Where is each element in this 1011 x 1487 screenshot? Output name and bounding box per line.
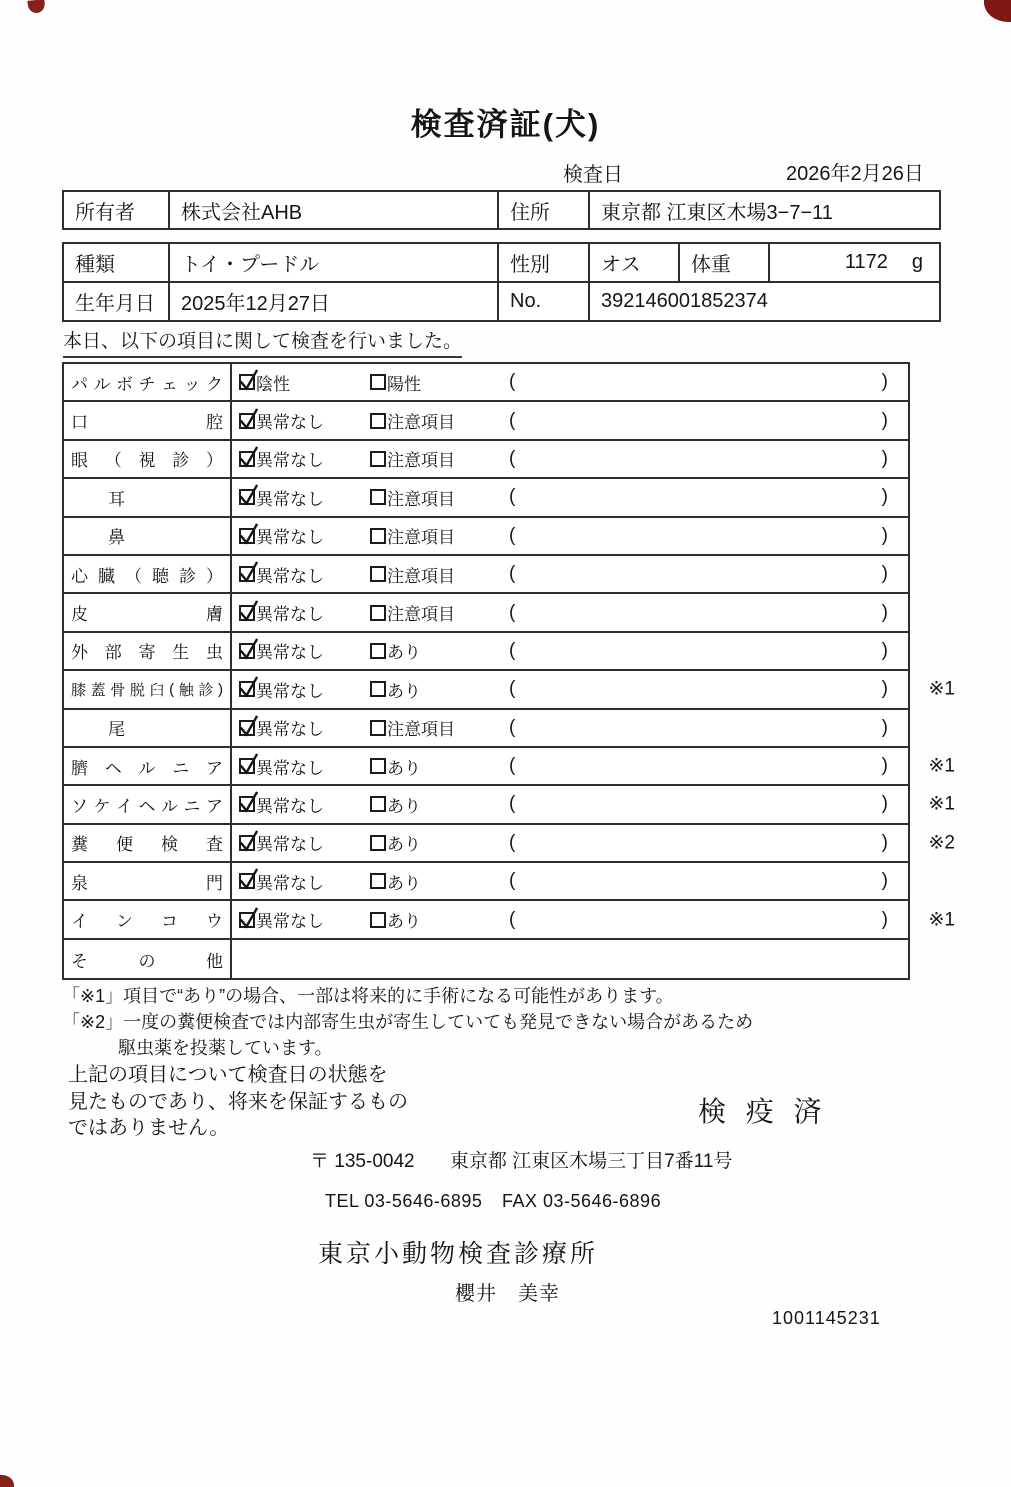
option-label: あり <box>387 681 421 701</box>
open-paren: ( <box>509 563 516 585</box>
inspection-row-body <box>232 940 908 978</box>
checkbox-checked-icon[interactable] <box>239 528 255 544</box>
reference-note-marker: ※2 <box>928 832 955 854</box>
inspection-item-label: 臍 ヘ ル ニ ア <box>64 748 232 784</box>
footnote-1: 「※1」項目で“あり”の場合、一部は将来的に手術になる可能性があります。 <box>62 986 674 1006</box>
open-paren: ( <box>509 755 516 777</box>
clinic-fax: FAX 03-5646-6896 <box>501 1191 662 1211</box>
result-parentheses <box>507 640 908 662</box>
option-label: 注意項目 <box>387 566 455 586</box>
option-checked <box>232 600 370 625</box>
option-checked <box>232 907 370 932</box>
option-label: 注意項目 <box>387 720 455 740</box>
option-label: 異常なし <box>256 758 324 778</box>
option-label: 異常なし <box>256 681 324 701</box>
option-label: 注意項目 <box>387 413 455 433</box>
option-unchecked <box>370 907 507 932</box>
option-unchecked <box>370 485 507 510</box>
weight-unit: g <box>911 251 923 273</box>
quarantine-stamp: 検 疫 済 <box>698 1096 828 1127</box>
option-checked <box>232 754 370 779</box>
clinic-phone-line <box>325 1191 661 1212</box>
option-unchecked <box>370 446 507 471</box>
result-parentheses <box>507 909 908 931</box>
inspection-row-body <box>232 825 908 861</box>
option-checked <box>232 830 370 855</box>
result-parentheses <box>507 563 908 585</box>
option-label: 注意項目 <box>387 489 455 509</box>
inspection-row <box>64 940 908 978</box>
checkbox-unchecked-icon[interactable] <box>370 451 386 467</box>
inspection-row <box>64 710 908 748</box>
checkbox-unchecked-icon[interactable] <box>370 374 386 390</box>
option-unchecked <box>370 638 507 663</box>
option-label: 注意項目 <box>387 528 455 548</box>
option-label: あり <box>387 912 421 932</box>
checkbox-checked-icon[interactable] <box>239 374 255 390</box>
option-checked <box>232 715 370 740</box>
option-label: 注意項目 <box>387 605 455 625</box>
birthdate-value: 2025年12月27日 <box>170 283 499 320</box>
open-paren: ( <box>509 639 516 661</box>
sex-value: オス <box>590 244 680 281</box>
checkbox-checked-icon[interactable] <box>239 720 255 736</box>
open-paren: ( <box>509 870 516 892</box>
inspection-item-label: 口 腔 <box>64 402 232 438</box>
result-parentheses <box>507 371 908 393</box>
inspection-item-label: 糞 便 検 査 <box>64 825 232 861</box>
checkbox-unchecked-icon[interactable] <box>370 643 386 659</box>
inspection-row-body <box>232 518 908 554</box>
result-parentheses <box>507 602 908 624</box>
checkbox-checked-icon[interactable] <box>239 413 255 429</box>
option-unchecked <box>370 523 507 548</box>
inspection-date-label: 検査日 <box>563 164 623 186</box>
owner-table <box>62 190 941 230</box>
inspection-row <box>64 863 908 901</box>
postal-mark: 〒 <box>310 1151 330 1172</box>
close-paren: ) <box>881 371 888 393</box>
id-number-label: No. <box>499 283 590 320</box>
pet-info-row-2 <box>64 283 939 320</box>
checkbox-checked-icon[interactable] <box>239 681 255 697</box>
option-unchecked <box>370 830 507 855</box>
option-checked <box>232 408 370 433</box>
option-unchecked <box>370 370 507 395</box>
option-label: 注意項目 <box>387 451 455 471</box>
intro-text: 本日、以下の項目に関して検査を行いました。 <box>63 326 462 358</box>
result-parentheses <box>507 678 908 700</box>
option-label: あり <box>387 835 421 855</box>
result-parentheses <box>507 448 908 470</box>
inspection-row-body <box>232 671 908 707</box>
footnotes <box>62 983 753 1061</box>
inspection-row-body <box>232 364 908 400</box>
inspection-item-label: 皮 膚 <box>64 594 232 630</box>
address-value: 東京都 江東区木場3−7−11 <box>601 201 833 224</box>
id-number-value: 392146001852374 <box>601 290 768 312</box>
close-paren: ) <box>881 678 888 700</box>
open-paren: ( <box>509 601 516 623</box>
result-parentheses <box>507 410 908 432</box>
inspection-item-label: 眼 （ 視 診 ） <box>64 441 232 477</box>
inspection-row-body <box>232 402 908 438</box>
sex-label: 性別 <box>499 244 590 281</box>
result-parentheses <box>507 832 908 854</box>
inspection-item-label: 心 臓 （ 聴 診 ） <box>64 556 232 592</box>
close-paren: ) <box>881 755 888 777</box>
veterinarian-name: 櫻井 美幸 <box>455 1283 560 1305</box>
clinic-address-line <box>310 1146 732 1173</box>
scan-artifact-bottom-left <box>0 1475 14 1487</box>
close-paren: ) <box>881 447 888 469</box>
result-parentheses <box>507 717 908 739</box>
checkbox-checked-icon[interactable] <box>239 451 255 467</box>
open-paren: ( <box>509 908 516 930</box>
checkbox-checked-icon[interactable] <box>239 796 255 812</box>
inspection-row-body <box>232 594 908 630</box>
inspection-row <box>64 671 955 709</box>
option-label: 異常なし <box>256 643 324 663</box>
open-paren: ( <box>509 716 516 738</box>
checkbox-unchecked-icon[interactable] <box>370 566 386 582</box>
result-parentheses <box>507 525 908 547</box>
checkbox-unchecked-icon[interactable] <box>370 489 386 505</box>
option-label: 異常なし <box>256 796 324 816</box>
scan-artifact-top-right <box>984 0 1011 22</box>
close-paren: ) <box>881 639 888 661</box>
inspection-results-table <box>62 362 955 980</box>
option-checked <box>232 792 370 817</box>
open-paren: ( <box>509 486 516 508</box>
option-label: 陽性 <box>387 374 421 394</box>
open-paren: ( <box>509 371 516 393</box>
checkbox-unchecked-icon[interactable] <box>370 605 386 621</box>
page-title: 検査済証(犬) <box>410 107 601 142</box>
scan-artifact-top-left <box>27 0 45 14</box>
option-unchecked <box>370 677 507 702</box>
option-unchecked <box>370 600 507 625</box>
checkbox-unchecked-icon[interactable] <box>370 873 386 889</box>
inspection-row-body <box>232 441 908 477</box>
checkbox-unchecked-icon[interactable] <box>370 758 386 774</box>
footnote-2-continued: 駆虫薬を投薬しています。 <box>118 1038 333 1058</box>
disclaimer-text <box>68 1062 408 1142</box>
clinic-tel: TEL 03-5646-6895 <box>325 1191 483 1211</box>
option-checked <box>232 677 370 702</box>
document-serial-number: 1001145231 <box>772 1308 881 1328</box>
checkbox-unchecked-icon[interactable] <box>370 912 386 928</box>
inspection-date-value: 2026年2月26日 <box>786 163 924 185</box>
option-checked <box>232 485 370 510</box>
option-unchecked <box>370 715 507 740</box>
weight-label: 体重 <box>680 244 770 281</box>
open-paren: ( <box>509 447 516 469</box>
close-paren: ) <box>881 870 888 892</box>
inspection-row-body <box>232 710 908 746</box>
address-label: 住所 <box>499 192 590 228</box>
postal-code: 135-0042 <box>334 1151 415 1172</box>
inspection-row-body <box>232 863 908 899</box>
option-label: あり <box>387 758 421 778</box>
reference-note-marker: ※1 <box>928 678 955 700</box>
result-parentheses <box>507 486 908 508</box>
reference-note-marker: ※1 <box>928 909 955 931</box>
inspection-item-label: 尾 <box>64 710 232 746</box>
inspection-item-label: ソ ケ イ ヘ ル ニ ア <box>64 786 232 822</box>
option-label: あり <box>387 796 421 816</box>
option-label: 陰性 <box>256 374 290 394</box>
open-paren: ( <box>509 793 516 815</box>
checkbox-checked-icon[interactable] <box>239 489 255 505</box>
option-label: 異常なし <box>256 451 324 471</box>
disclaimer-line-1: 上記の項目について検査日の状態を <box>68 1064 388 1086</box>
breed-value: トイ・プードル <box>170 244 499 281</box>
option-label: 異常なし <box>256 912 324 932</box>
inspection-row <box>64 901 955 939</box>
option-label: 異常なし <box>256 489 324 509</box>
checkbox-unchecked-icon[interactable] <box>370 835 386 851</box>
option-label: 異常なし <box>256 566 324 586</box>
checkbox-checked-icon[interactable] <box>239 912 255 928</box>
close-paren: ) <box>881 563 888 585</box>
checkbox-unchecked-icon[interactable] <box>370 720 386 736</box>
open-paren: ( <box>509 524 516 546</box>
option-checked <box>232 562 370 587</box>
weight-value: 1172 <box>844 251 888 273</box>
footnote-2: 「※2」一度の糞便検査では内部寄生虫が寄生していても発見できない場合があるため <box>62 1012 754 1032</box>
option-label: 異常なし <box>256 528 324 548</box>
reference-note-marker: ※1 <box>928 793 955 815</box>
disclaimer-line-3: ではありません。 <box>68 1117 230 1139</box>
result-parentheses <box>507 793 908 815</box>
inspection-row <box>64 402 908 440</box>
inspection-row <box>64 518 908 556</box>
close-paren: ) <box>881 793 888 815</box>
option-checked <box>232 869 370 894</box>
inspection-row <box>64 441 908 479</box>
close-paren: ) <box>881 601 888 623</box>
owner-value: 株式会社AHB <box>170 192 499 228</box>
inspection-item-label: 耳 <box>64 479 232 515</box>
pet-info-table <box>62 242 941 322</box>
inspection-row-body <box>232 748 908 784</box>
close-paren: ) <box>881 486 888 508</box>
checkbox-checked-icon[interactable] <box>239 566 255 582</box>
checkbox-unchecked-icon[interactable] <box>370 528 386 544</box>
option-label: 異常なし <box>256 413 324 433</box>
breed-label: 種類 <box>64 244 170 281</box>
inspection-item-label: そ の 他 <box>64 940 232 978</box>
inspection-row <box>64 594 908 632</box>
inspection-row-body <box>232 786 908 822</box>
inspection-row-body <box>232 901 908 937</box>
checkbox-unchecked-icon[interactable] <box>370 681 386 697</box>
option-checked <box>232 446 370 471</box>
inspection-row-body <box>232 633 908 669</box>
option-label: あり <box>387 873 421 893</box>
result-parentheses <box>507 755 908 777</box>
disclaimer-line-2: 見たものであり、将来を保証するもの <box>68 1090 408 1113</box>
inspection-item-label: イ ン コ ウ <box>64 901 232 937</box>
inspection-row <box>64 748 955 786</box>
close-paren: ) <box>881 908 888 930</box>
inspection-row <box>64 364 908 402</box>
inspection-item-label: 外 部 寄 生 虫 <box>64 633 232 669</box>
checkbox-checked-icon[interactable] <box>239 605 255 621</box>
inspection-row-body <box>232 479 908 515</box>
result-parentheses <box>507 870 908 892</box>
checkbox-checked-icon[interactable] <box>239 835 255 851</box>
close-paren: ) <box>881 409 888 431</box>
pet-info-row-1 <box>64 244 939 283</box>
inspection-row <box>64 633 908 671</box>
inspection-item-label: 泉 門 <box>64 863 232 899</box>
checkbox-checked-icon[interactable] <box>239 873 255 889</box>
inspection-row <box>64 825 955 863</box>
option-checked <box>232 638 370 663</box>
checkbox-checked-icon[interactable] <box>239 643 255 659</box>
clinic-address: 東京都 江東区木場三丁目7番11号 <box>449 1151 733 1172</box>
inspection-row <box>64 556 908 594</box>
owner-label: 所有者 <box>64 192 170 228</box>
close-paren: ) <box>881 716 888 738</box>
option-unchecked <box>370 562 507 587</box>
option-label: 異常なし <box>256 720 324 740</box>
weight-value-cell <box>770 244 939 281</box>
option-label: 異常なし <box>256 873 324 893</box>
inspection-row-body <box>232 556 908 592</box>
option-checked <box>232 370 370 395</box>
open-paren: ( <box>509 678 516 700</box>
birthdate-label: 生年月日 <box>64 283 170 320</box>
inspection-item-label: 膝 蓋 骨 脱 臼 ( 触 診 ) <box>64 671 232 707</box>
reference-note-marker: ※1 <box>928 755 955 777</box>
inspection-item-label: 鼻 <box>64 518 232 554</box>
option-label: あり <box>387 643 421 663</box>
option-unchecked <box>370 754 507 779</box>
open-paren: ( <box>509 831 516 853</box>
checkbox-checked-icon[interactable] <box>239 758 255 774</box>
inspection-item-label: パ ル ボ チ ェ ッ ク <box>64 364 232 400</box>
option-label: 異常なし <box>256 835 324 855</box>
option-unchecked <box>370 792 507 817</box>
inspection-row <box>64 479 908 517</box>
clinic-name: 東京小動物検査診療所 <box>318 1240 599 1268</box>
inspection-row <box>64 786 955 824</box>
option-checked <box>232 523 370 548</box>
checkbox-unchecked-icon[interactable] <box>370 413 386 429</box>
option-label: 異常なし <box>256 605 324 625</box>
close-paren: ) <box>881 831 888 853</box>
option-unchecked <box>370 408 507 433</box>
checkbox-unchecked-icon[interactable] <box>370 796 386 812</box>
option-unchecked <box>370 869 507 894</box>
open-paren: ( <box>509 409 516 431</box>
close-paren: ) <box>881 524 888 546</box>
